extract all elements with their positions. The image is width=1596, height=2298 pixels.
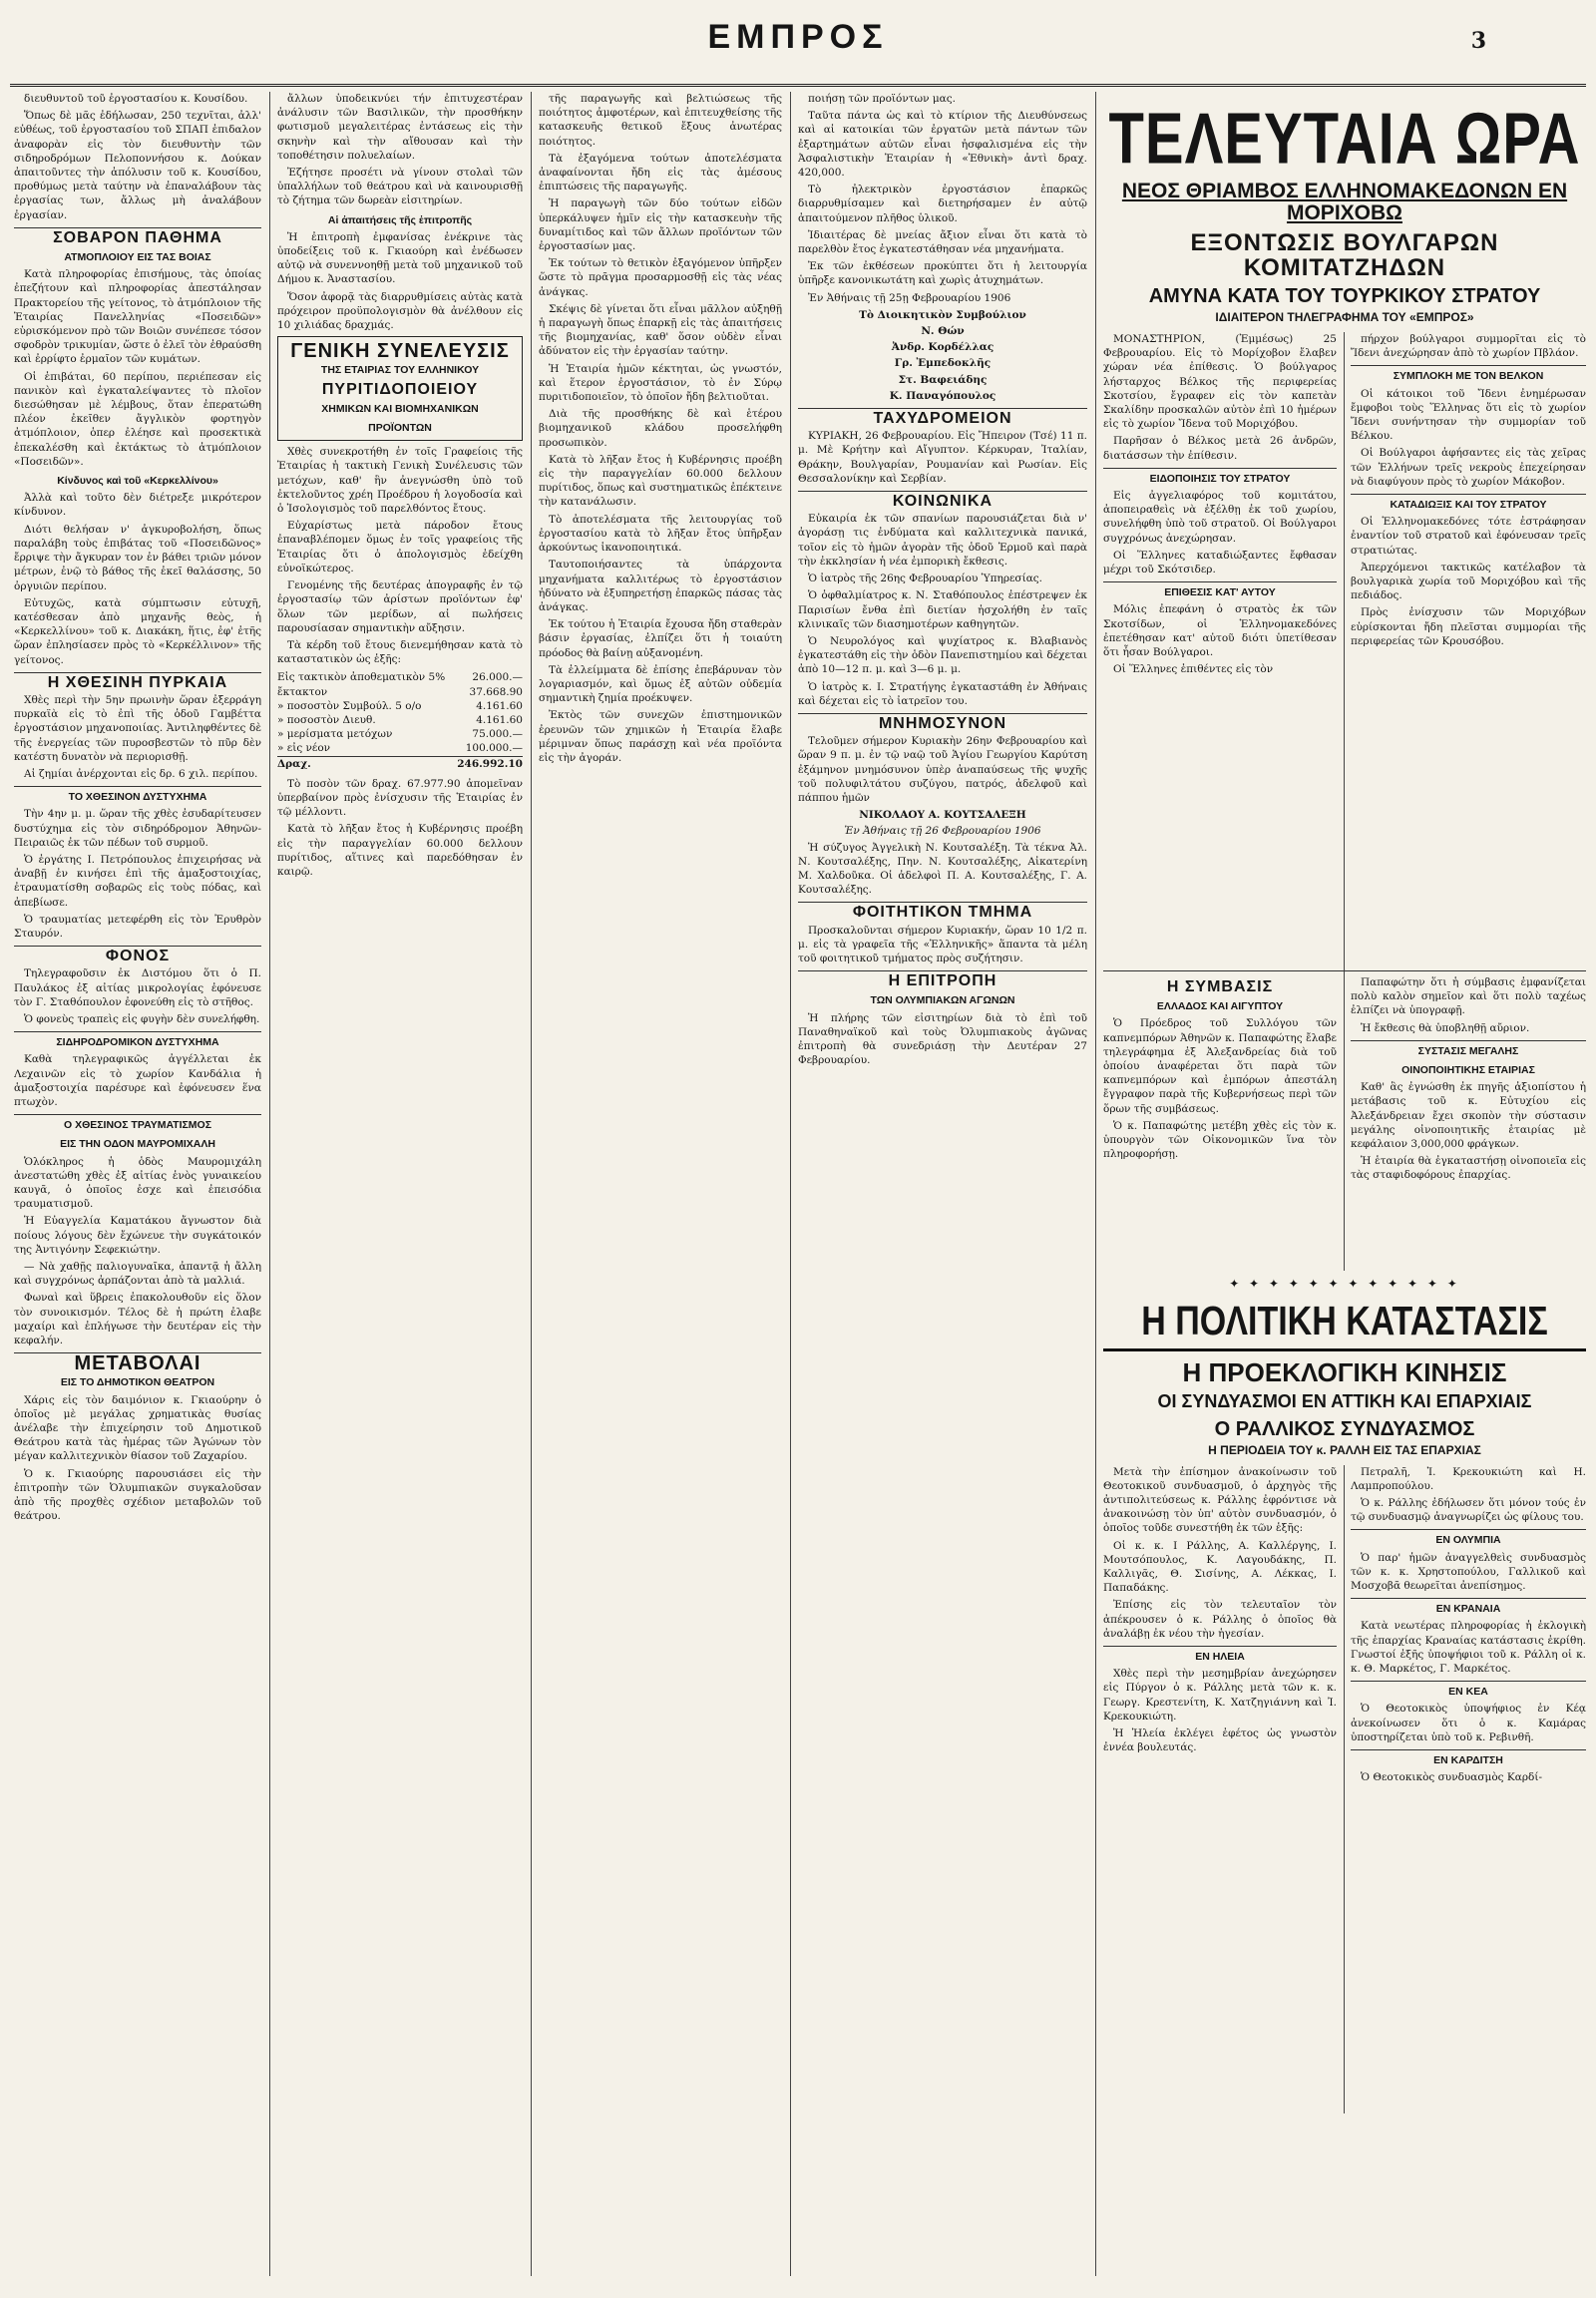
ledger-amount: 100.000.— bbox=[465, 742, 523, 755]
paragraph: Φωναὶ καὶ ὕβρεις ἐπακολουθοῦν εἰς ὅλον τὸν συνοικισμόν. Τέλος δὲ ἡ πρώτη ἐλαβε μαχαίρι καὶ ἐπλήγωσε τὴν δευτέραν εἰς τὴν κεφαλήν. bbox=[14, 1292, 261, 1347]
paragraph: Ἰδιαιτέρας δὲ μνείας ἄξιον εἶναι ὅτι κατὰ τὸ παρελθὸν ἔτος ἐγκατεστάθησαν νέα μηχανήματα. bbox=[798, 228, 1087, 256]
subheadline: ΧΗΜΙΚΩΝ ΚΑΙ ΒΙΟΜΗΧΑΝΙΚΩΝ bbox=[321, 402, 479, 415]
ledger-label: Δραχ. bbox=[277, 757, 311, 770]
paragraph: Ἐν Ἀθήναις τῇ 25ῃ Φεβρουαρίου 1906 bbox=[808, 291, 1011, 304]
paragraph: Ἡ ἑταιρία θὰ ἐγκαταστήσῃ οἰνοποιεῖα εἰς τὰς σταφιδοφόρους ἐπαρχίας. bbox=[1351, 1155, 1586, 1182]
headline: Ο ΡΑΛΛΙΚΟΣ ΣΥΝΔΥΑΣΜΟΣ bbox=[1214, 1418, 1475, 1441]
paragraph: Ὁ ἰατρὸς κ. Ι. Στρατήγης ἐγκαταστάθη ἐν Ἀθήναις καὶ δέχεται εἰς τὸ ἰατρεῖον του. bbox=[798, 680, 1087, 707]
paragraph: Οἱ Ἕλληνες καταδιώξαντες ἔφθασαν μέχρι τοῦ Σκότσιδερ. bbox=[1103, 549, 1337, 575]
ledger-label: » ποσοστὸν Διευθ. bbox=[277, 713, 376, 726]
paragraph: Οἱ κάτοικοι τοῦ Ἴδενι ἐνημέρωσαν ἔμφοβοι τοὺς Ἕλληνας ὅτι εἰς τὸ χωρίον Ἴδενι συνήντησαν τὴν συμμορίαν τοῦ Βέλκου. bbox=[1351, 387, 1586, 443]
ledger-amount: 37.668.90 bbox=[469, 685, 523, 698]
paragraph: Ταυτοποιήσαντες τὰ ὑπάρχοντα μηχανήματα καλλιτέρως τὸ ἐργοστάσιον ἠδύνατο νὰ ἐξυπηρετήσῃ ἐπαρκῶς πάσας τὰς ἀνάγκας. bbox=[539, 559, 782, 613]
paragraph: Ἡ σύζυγος Ἀγγελικὴ Ν. Κουτσαλέξη. Τὰ τέκνα Ἀλ. Ν. Κουτσαλέξης, Πην. Ν. Κουτσαλέξης, Αἰκατερίνη Μ. Χαλδοῦκα. Οἱ ἀδελφοὶ Π. Α. Κουτσαλέξης, Γ. Α. Κουτσαλέξης. bbox=[798, 841, 1087, 897]
headline: ΕΞΟΝΤΩΣΙΣ ΒΟΥΛΓΑΡΩΝ ΚΟΜΙΤΑΤΖΗΔΩΝ bbox=[1190, 228, 1499, 282]
column-3 bbox=[539, 92, 782, 2276]
subheadline: ΕΝ ΚΑΡΔΙΤΣΗ bbox=[1351, 1749, 1586, 1767]
subheadline: Κίνδυνος καὶ τοῦ «Κερκελλίνου» bbox=[57, 475, 218, 488]
subheadline: ΕΠΙΘΕΣΙΣ ΚΑΤ' ΑΥΤΟΥ bbox=[1103, 581, 1337, 599]
subheadline: ΕΝ ΚΕΑ bbox=[1351, 1681, 1586, 1699]
paragraph: Ἐκ τούτων τὸ θετικὸν ἐξαγόμενον ὑπῆρξεν ὥστε τὸ πρᾶγμα προσαρμοσθῇ εἰς τὰς νέας ἀνάγκας. bbox=[539, 257, 782, 298]
subheadline: ΕΙΣ ΤΟ ΔΗΜΟΤΙΚΟΝ ΘΕΑΤΡΟΝ bbox=[60, 1376, 215, 1389]
column-rule bbox=[1095, 92, 1096, 2276]
ledger-row bbox=[277, 685, 523, 699]
ledger-row bbox=[277, 727, 523, 741]
headline: Η ΧΘΕΣΙΝΗ ΠΥΡΚΑΙΑ bbox=[14, 672, 261, 690]
subheadline: Η ΠΕΡΙΟΔΕΙΑ ΤΟΥ κ. ΡΑΛΛΗ ΕΙΣ ΤΑΣ ΕΠΑΡΧΙΑΣ bbox=[1208, 1443, 1481, 1458]
paragraph: Πρὸς ἐνίσχυσιν τῶν Μοριχόβων εὑρίσκονται ἤδη πλεῖσται συμμορίαι τῆς περιφερείας τῶν Κρουσόβου. bbox=[1351, 606, 1586, 647]
subheadline: ΠΡΟΪΟΝΤΩΝ bbox=[368, 422, 432, 435]
paragraph: — Νὰ χαθῇς παλιογυναῖκα, ἀπαντᾷ ἡ ἄλλη καὶ συγχρόνως ἀρπάζονται ἀπὸ τὰ μαλλιά. bbox=[14, 1261, 261, 1288]
paragraph: Εὐκαιρία ἐκ τῶν σπανίων παρουσιάζεται διὰ ν' ἀγοράσῃ τις ἐνδύματα καὶ καλλιτεχνικὰ πανικά, τοῖον εἰς τὸ ἡμῶν ἀγορὰν τῆς ὁδοῦ Ἑρμοῦ καὶ παρὰ τὴν ἐκκλησίαν ἡ νέα ἐμπορικὴ ἔκθεσις. bbox=[798, 513, 1087, 568]
paragraph: Παρῆσαν ὁ Βέλκος μετὰ 26 ἀνδρῶν, διατάσσων τὴν ἐπίθεσιν. bbox=[1103, 435, 1337, 462]
paragraph: Τελοῦμεν σήμερον Κυριακὴν 26ην Φεβρουαρίου καὶ ὥραν 9 π. μ. ἐν τῷ ναῷ τοῦ Ἁγίου Γεωργίου Καρύτση ἐξάμηνον μνημόσυνον ὑπὲρ ἀναπαύσεως τῆς ψυχῆς τοῦ πολυφιλτάτου συζύγου, πατρός, ἀδελφοῦ καὶ πάππου ἡμῶν bbox=[798, 735, 1087, 804]
paragraph: Ὁλόκληρος ἡ ὁδὸς Μαυρομιχάλη ἀνεστατώθη χθὲς ἐξ αἰτίας ἑνὸς γυναικείου καυγᾶ, ὁ ὁποῖος ἐσχε καὶ ἐπεισόδια τραυματισμοῦ. bbox=[14, 1155, 261, 1211]
column-5 bbox=[1103, 92, 1586, 2276]
divider bbox=[1103, 1348, 1586, 1351]
column-rule bbox=[531, 92, 532, 2276]
ledger-label: » ποσοστὸν Συμβούλ. 5 ο/ο bbox=[277, 699, 422, 712]
headline: ΓΕΝΙΚΗ ΣΥΝΕΛΕΥΣΙΣ bbox=[290, 340, 510, 363]
paragraph: Ἀλλὰ καὶ τοῦτο δὲν διέτρεξε μικρότερον κίνδυνον. bbox=[14, 492, 261, 519]
paragraph: ΜΟΝΑΣΤΗΡΙΟΝ, (Ἐμμέσως) 25 Φεβρουαρίου. Εἰς τὸ Μορίχοβον ἔλαβεν χώραν νέα ἐπίθεσις. Ὁ βούλγαρος λήσταρχος Βέλκος τῆς περιφερείας Σκοτσίου, ἔγραφεν εἰς τὸν καπετὰν Σκαλίδην προσκαλῶν αὐτὸν ἐπὶ 10 ἡμέρων εἰς τὸ χωρίον Ἴδενα τοῦ Μοριχόβου. bbox=[1103, 332, 1337, 431]
paragraph: Ὁ ἰατρὸς τῆς 26ης Φεβρουαρίου Ὑπηρεσίας. bbox=[808, 573, 1043, 585]
paragraph: Εὐχαρίστως μετὰ πάροδον ἔτους ἐπαναβλέπομεν ὅμως ἐν τοῖς γραφείοις τῆς Ἑταιρίας ὅτι ὁ ἀπολογισμὸς ἐδείχθη εὐνοϊκώτερος. bbox=[277, 520, 523, 574]
paragraph: Ἐζήτησε προσέτι νὰ γίνουν στολαὶ τῶν ὑπαλλήλων τοῦ θεάτρου καὶ νὰ καινουρισθῇ τὸ ζήτημα τῶν δωρεὰν εἰσιτηρίων. bbox=[277, 167, 523, 207]
paragraph: Κατὰ νεωτέρας πληροφορίας ἡ ἐκλογικὴ τῆς ἐπαρχίας Κραναίας κατάστασις ἐκρίθη. Γνωστοί ἐξῆς ὑποψήφιοι τοῦ κ. Ράλλη οἱ κ. κ. Θ. Μαρκέτος, Γ. Μαρκέτος. bbox=[1351, 1620, 1586, 1676]
paragraph: Σκέψις δὲ γίνεται ὅτι εἶναι μᾶλλον αὐξηθῇ ἡ παραγωγὴ ὅπως ἐπαρκῇ εἰς τὰς ἀπαιτήσεις τῆς βιομηχανίας, καθ' ὅσον οὐδὲν εἶναι ἀδύνατον εἰς τὴν ἐργασίαν ταύτην. bbox=[539, 302, 782, 358]
paragraph: Αἱ ζημίαι ἀνέρχονται εἰς δρ. 6 χιλ. περίπου. bbox=[24, 767, 258, 780]
subheadline: ΕΝ ΗΛΕΙΑ bbox=[1103, 1646, 1337, 1664]
headline: ΝΕΟΣ ΘΡΙΑΜΒΟΣ ΕΛΛΗΝΟΜΑΚΕΔΟΝΩΝ ΕΝ ΜΟΡΙΧΟΒΩ bbox=[1121, 179, 1568, 224]
subheadline: ΕΝ ΟΛΥΜΠΙΑ bbox=[1351, 1529, 1586, 1547]
memorial-date: Ἐν Ἀθήναις τῇ 26 Φεβρουαρίου 1906 bbox=[844, 825, 1041, 838]
politics-block bbox=[1103, 1465, 1586, 2113]
paragraph: διευθυντοῦ τοῦ ἐργοστασίου κ. Κουσίδου. bbox=[24, 93, 248, 105]
politics-right bbox=[1351, 1465, 1586, 2113]
paragraph: Ἡ ἔκθεσις θὰ ὑποβληθῇ αὔριον. bbox=[1361, 1021, 1530, 1034]
masthead bbox=[0, 0, 1596, 90]
headline: Η ΣΥΜΒΑΣΙΣ bbox=[1166, 977, 1274, 995]
page-number: 3 bbox=[1470, 28, 1486, 54]
subheadline: ΕΙΔΟΠΟΙΗΣΙΣ ΤΟΥ ΣΤΡΑΤΟΥ bbox=[1103, 468, 1337, 486]
war-news-block bbox=[1103, 332, 1586, 970]
ledger-amount: 4.161.60 bbox=[476, 713, 523, 726]
column-1 bbox=[14, 92, 261, 2276]
paragraph: Ταῦτα πάντα ὡς καὶ τὸ κτίριον τῆς Διευθύνσεως καὶ αἱ κατοικίαι τῶν ἐργατῶν μετὰ πάντων τῶν ἐξαρτημάτων αὐτῶν εἶναι ἠσφαλισμένα εἰς τὴν Ἀσφαλιστικὴν Ἑταιρίαν ἡ «Ἐθνικὴ» ἀντὶ δραχ. 420,000. bbox=[798, 110, 1087, 180]
paragraph: Ὁ φονεὺς τραπεὶς εἰς φυγὴν δὲν συνελήφθη. bbox=[24, 1012, 260, 1025]
paragraph: Τὰ ἐξαγόμενα τούτων ἀποτελέσματα ἀναφαίνονται ἤδη εἰς τὰς ἀμέσους ἐπιπτώσεις τῆς παραγωγῆς. bbox=[539, 152, 782, 193]
signer: Κ. Παναγόπουλος bbox=[889, 389, 997, 402]
paragraph: Τὸ ἀποτελέσματα τῆς λειτουργίας τοῦ ἐργοστασίου κατὰ τὸ λῆξαν ἔτος ὑπῆρξαν ἀρκούντως ἱκανοποιητικά. bbox=[539, 513, 782, 555]
paragraph: Καθ' ἃς ἐγνώσθη ἐκ πηγῆς ἀξιοπίστου ἡ μετάβασις τοῦ κ. Εὐτυχίου εἰς Ἀλεξάνδρειαν ἔχει σκοπὸν τὴν σύστασιν μεγάλης οἰνοποιητικῆς ἑταιρίας μὲ κεφάλαιον 3,000,000 φράγκων. bbox=[1351, 1081, 1586, 1150]
ornament-rule: ✦ ✦ ✦ ✦ ✦ ✦ ✦ ✦ ✦ ✦ ✦ ✦ bbox=[1229, 1276, 1460, 1291]
paragraph: Ὁ ὀφθαλμίατρος κ. Ν. Σταθόπουλος ἐπέστρεψεν ἐκ Παρισίων ἔνθα ἐπὶ διετίαν ἠσχολήθη ἐν ταῖς κλινικαῖς τῶν διασημοτέρων καθηγητῶν. bbox=[798, 589, 1087, 630]
ledger-amount: 26.000.— bbox=[472, 671, 523, 684]
ledger-amount: 4.161.60 bbox=[476, 699, 523, 712]
main-headline: ΤΕΛΕΥΤΑΙΑ ΩΡΑ bbox=[1108, 98, 1581, 180]
paragraph: Ἡ Εὐαγγελία Καματάκου ἄγνωστον διὰ ποίους λόγους δὲν ἔχώνευε τὴν συγκάτοικόν της Ἀντιγόνην Σεφεκιώτην. bbox=[14, 1215, 261, 1256]
paragraph: Μόλις ἐπεφάνη ὁ στρατὸς ἐκ τῶν Σκοτσίδων, οἱ Ἑλληνομακεδόνες ἐπετέθησαν κατ' αὐτοῦ διότι ὑπετίθεσαν ὅτι ἦσαν Βούλγαροι. bbox=[1103, 603, 1337, 659]
paragraph: Πετραλῆ, Ἰ. Κρεκουκιώτη καὶ Η. Λαμπροπούλου. bbox=[1351, 1465, 1586, 1492]
paragraph: Καθὰ τηλεγραφικῶς ἀγγέλλεται ἐκ Λεχαινῶν εἰς τὸ χωρίον Κανδάλια ἡ ἁμαξοστοιχία παρέσυρε καὶ ἐφόνευσεν ἕνα πτωχὸν. bbox=[14, 1053, 261, 1108]
column-4 bbox=[798, 92, 1087, 2276]
paragraph: Τὰ ἐλλείμματα δὲ ἐπίσης ἐπεβάρυναν τὸν λογαριασμόν, καὶ ὅμως ἐξ αὐτῶν οὐδεμία σημαντικὴ ζημία προέκυψεν. bbox=[539, 663, 782, 705]
signer: Γρ. Ἐμπεδοκλῆς bbox=[894, 357, 992, 370]
ledger-label: » μερίσματα μετόχων bbox=[277, 728, 393, 741]
paragraph: Ὁ ἐργάτης Ι. Πετρόπουλος ἐπιχειρήσας νὰ ἀναβῇ ἐν κινήσει ἐπὶ τῆς ἁμαξοστοιχίας, ἐτραυματίσθη σοβαρῶς εἰς τοὺς πόδας, καὶ ἀπεβίωσε. bbox=[14, 853, 261, 909]
paragraph: Ἐκ τούτου ἡ Ἑταιρία ἔχουσα ἤδη σταθερὰν βάσιν ἐργασίας, ἐλπίζει ὅτι ἡ τοιαύτη πρόοδος θὰ βαίνῃ αὐξανομένη. bbox=[539, 618, 782, 659]
signer: Ἀνδρ. Κορδέλλας bbox=[891, 341, 995, 354]
paragraph: Ὁ Πρόεδρος τοῦ Συλλόγου τῶν καπνεμπόρων Ἀθηνῶν κ. Παπαφώτης ἔλαβε τηλεγράφημα ἐξ Ἀλεξανδρείας διὰ τοῦ ὁποίου ἀναφέρεται ὅτι παρὰ τῶν καπνεμπόρων καὶ ἐμπόρων ἀπεστάλη ἔγγραφον παρὰ τῆς Κυβερνήσεως περὶ τῶν ὅρων τῆς συμβάσεως. bbox=[1103, 1017, 1337, 1115]
subheadline: ΠΥΡΙΤΙΔΟΠΟΙΕΙΟΥ bbox=[321, 380, 479, 398]
subheadline: Αἱ ἀπαιτήσεις τῆς ἐπιτροπῆς bbox=[327, 213, 473, 226]
paragraph: Χάρις εἰς τὸν δαιμόνιον κ. Γκιαούρην ὁ ὁποῖος μὲ μεγάλας χρηματικὰς θυσίας ἀνέλαβε τὴν ἐπιχείρησιν τοῦ Δημοτικοῦ Θεάτρου κατὰ τὰς ἡμέρας τῶν Ἀγώνων τὸν μέγαν καλλιτεχνικὸν θίασον τοῦ Ζαχαρίου. bbox=[14, 1393, 261, 1463]
column-rule bbox=[1344, 332, 1345, 970]
paragraph: Ἡ Ἑταιρία ἡμῶν κέκτηται, ὡς γνωστόν, καὶ ἕτερον ἐργοστάσιον, τὸ ἐν Σύρῳ πυριτιδοποιεῖον, τὸ ὁποῖον ἤδη βελτιοῦται. bbox=[539, 362, 782, 404]
boxed-headline bbox=[277, 336, 523, 441]
ledger-row bbox=[277, 713, 523, 727]
paragraph: Οἱ κ. κ. Ι Ράλλης, Α. Καλλέργης, Ι. Μουτσόπουλος, Κ. Λαγουδάκης, Π. Καλλιγᾶς, Θ. Σισίνης, Α. Λέκκας, Ι. Παπαδάκης. bbox=[1103, 1539, 1337, 1595]
signer: Στ. Βαφειάδης bbox=[898, 373, 988, 386]
headline: ΣΙΔΗΡΟΔΡΟΜΙΚΟΝ ΔΥΣΤΥΧΗΜΑ bbox=[14, 1031, 261, 1049]
paragraph: Παπαφώτην ὅτι ἡ σύμβασις ἐμφανίζεται πολὺ καλὸν σημεῖον καὶ ὅτι πολὺ ταχέως ἐλπίζει νὰ ὑπογραφῇ. bbox=[1351, 975, 1586, 1017]
paragraph: Τὸ ἠλεκτρικὸν ἐργοστάσιον ἐπαρκῶς διαρρυθμίσαμεν καὶ διετηρήσαμεν ἐν αὐτῷ ἀπαιτούμενον πλῆθος ὑλικοῦ. bbox=[798, 184, 1087, 224]
paragraph: Διότι θελήσαν ν' ἀγκυροβολήση, ὅπως παραλάβη τοὺς ἐπιβάτας τοῦ «Ποσειδῶνος» ἔρριψε τὴν ἄγκυραν τον ἐν βάθει τριῶν μόνον μέτρων, ἐνῷ τὸ βάθος τῆς ἐκεῖ θαλάσσης, 50 ὀργυιῶν περίπου. bbox=[14, 523, 261, 592]
subheadline: ΕΛΛΑΔΟΣ ΚΑΙ ΑΙΓΥΠΤΟΥ bbox=[1156, 1000, 1284, 1013]
paragraph: Ὅσον ἀφορᾷ τὰς διαρρυθμίσεις αὐτὰς κατὰ πρόχειρον προϋπολογισμὸν θὰ ἀνέλθουν εἰς 10 χιλιάδας δραχμάς. bbox=[277, 290, 523, 332]
subheadline: ΤΗΣ ΕΤΑΙΡΙΑΣ ΤΟΥ ΕΛΛΗΝΙΚΟΥ bbox=[320, 364, 480, 377]
paragraph: Ὁ Θεοτοκικὸς συνδυασμὸς Καρδί- bbox=[1361, 1771, 1542, 1784]
headline: ΣΟΒΑΡΟΝ ΠΑΘΗΜΑ bbox=[14, 227, 261, 245]
paragraph: Ἀπερχόμενοι τακτικῶς κατέλαβον τὰ βουλγαρικὰ χωρία τοῦ Μοριχόβου καὶ τῆς πεδιάδος. bbox=[1351, 561, 1586, 602]
paragraph: τῆς παραγωγῆς καὶ βελτιώσεως τῆς ποιότητος ἀμφοτέρων, καὶ ἐπιτευχθείσης τῆς κατασκευῆς θετικοῦ ἔξους ἀνωτέρας ποιότητος. bbox=[539, 93, 782, 148]
ledger-row bbox=[277, 670, 523, 684]
subheadline: ΑΤΜΟΠΛΟΙΟΥ ΕΙΣ ΤΑΣ ΒΟΙΑΣ bbox=[64, 251, 211, 264]
paragraph: Ἡ πλήρης τῶν εἰσιτηρίων διὰ τὸ ἐπὶ τοῦ Παναθηναϊκοῦ καὶ τοὺς Ὀλυμπιακοὺς ἀγῶνας ἐπιτροπὴ θὰ συνεδριάσῃ τὴν Δευτέραν 27 Φεβρουαρίου. bbox=[798, 1011, 1087, 1067]
headline: ΚΟΙΝΩΝΙΚΑ bbox=[798, 491, 1087, 509]
war-news-right bbox=[1351, 332, 1586, 970]
convention-right bbox=[1351, 975, 1586, 1271]
subheadline: ΚΑΤΑΔΙΩΞΙΣ ΚΑΙ ΤΟΥ ΣΤΡΑΤΟΥ bbox=[1351, 494, 1586, 512]
paragraph: Χθὲς περὶ τὴν μεσημβρίαν ἀνεχώρησεν εἰς Πύργον ὁ κ. Ράλλης μετὰ τῶν κ. κ. Γεωργ. Κρεστενίτη, Κ. Χατζηγιάννη καὶ Ἰ. Κρεκουκιώτη. bbox=[1103, 1668, 1337, 1723]
paragraph: ἄλλων ὑποδεικνύει τήν ἐπιτυχεστέραν ἀνάλυσιν τῶν Βασιλικῶν, τὴν προσθήκην φωτισμοῦ μεγαλειτέρας ἐντάσεως εἰς τὴν σκηνὴν καὶ τὴν αἴθουσαν καὶ τὴν τοποθέτησιν πολυελαίων. bbox=[277, 93, 523, 162]
paragraph: Ἡ Ἠλεία ἐκλέγει ἐφέτος ὡς γνωστὸν ἐννέα βουλευτάς. bbox=[1103, 1727, 1337, 1754]
ledger-label: Εἰς τακτικὸν ἀποθεματικὸν 5% bbox=[277, 671, 446, 684]
paragraph: Διὰ τῆς προσθήκης δὲ καὶ ἑτέρου βιομηχανικοῦ κλάδου προσελήφθη προσωπικὸν. bbox=[539, 408, 782, 449]
headline: ΜΝΗΜΟΣΥΝΟΝ bbox=[798, 713, 1087, 731]
paragraph: Ὁ κ. Παπαφώτης μετέβη χθὲς εἰς τὸν κ. ὑπουργὸν τῶν Οἰκονομικῶν ἵνα τὸν πληροφορήσῃ. bbox=[1103, 1119, 1337, 1161]
column-rule bbox=[269, 92, 270, 2276]
headline: ΙΔΙΑΙΤΕΡΟΝ ΤΗΛΕΓΡΑΦΗΜΑ ΤΟΥ «ΕΜΠΡΟΣ» bbox=[1215, 310, 1474, 325]
paragraph: Εὐτυχῶς, κατὰ σύμπτωσιν εὐτυχῆ, κατέσθεσαν ἀπὸ μηχανῆς θεὸς, ἡ «Κερκελλίνου» τοῦ κ. Διακάκη, ἥτις, ἐφ' ἐτῆς ὥραν ἐπλησίασεν πρὸς τὸ «Κερκέλλινον» τῆς γείτονος. bbox=[14, 596, 261, 666]
paragraph: Τὴν 4ην μ. μ. ὥραν τῆς χθὲς ἐσυδαρίτευσεν δυστύχημα εἰς τὸν σιδηρόδρομον Ἀθηνῶν-Πειραιῶς ἐκ τῶν πέδων τοῦ συρμοῦ. bbox=[14, 808, 261, 849]
paragraph: Ὁ τραυματίας μετεφέρθη εἰς τὸν Ἐρυθρὸν Σταυρόν. bbox=[14, 913, 261, 940]
ledger-row bbox=[277, 756, 523, 771]
paragraph: Ἐκτὸς τῶν συνεχῶν ἐπιστημονικῶν ἐρευνῶν τῶν χημικῶν ἡ Ἑταιρία ἔλαβε μέριμναν ὅπως παράσχῃ καὶ νέα προϊόντα εἰς τὴν ἀγοράν. bbox=[539, 709, 782, 764]
ledger-row bbox=[277, 741, 523, 755]
headline: Η ΠΡΟΕΚΛΟΓΙΚΗ ΚΙΝΗΣΙΣ bbox=[1182, 1356, 1507, 1387]
headline: ΜΕΤΑΒΟΛΑΙ bbox=[14, 1352, 261, 1370]
headline: ΤΟ ΧΘΕΣΙΝΟΝ ΔΥΣΤΥΧΗΜΑ bbox=[14, 786, 261, 804]
headline: ΦΟΝΟΣ bbox=[14, 946, 261, 963]
paragraph: Ἡ ἐπιτροπὴ ἐμφανίσας ἐνέκρινε τὰς ὑποδείξεις τοῦ κ. Γκιαούρη καὶ ἐνέδωσεν αὐτῷ νὰ συνεννοηθῇ μετὰ τοῦ μηχανικοῦ τοῦ Δήμου κ. Ἀναστασίου. bbox=[277, 230, 523, 286]
column-rule bbox=[1344, 1465, 1345, 2113]
paragraph: Κατὰ πληροφορίας ἐπισήμους, τὰς ὁποίας ἐπεζήτουν καὶ πληροφορίας ἀπεστάλησαν Πρακτορείου τῆς γείτονος, τὸ ἀτμόπλοιον τῆς Ἑταιρίας Πανελληνίας «Ποσειδῶν» εὑρισκόμενον πρὸ τῶν Βοιῶν συνέπεσε τόσον σφοδρὸν τρικυμίαν, ὥστε ὁ ἐλεῖ τὸν ἐθραύσθη καὶ ἐρρίφτο ἐρμαῖον τῶν κυμάτων. bbox=[14, 268, 261, 366]
newspaper-title: ΕΜΠΡΟΣ bbox=[707, 18, 889, 56]
masthead-rule bbox=[10, 84, 1586, 87]
ledger-label: » εἰς νέον bbox=[277, 742, 331, 755]
war-news-left bbox=[1103, 332, 1337, 970]
paragraph: Γενομένης τῆς δευτέρας ἀπογραφῆς ἐν τῷ ἐργοστασίῳ τῶν ἀρίστων προϊόντων ἐφ' ὅλων τῶν μερίδων, αἱ πωλήσεις παρουσίασαν σημαντικὴν αὔξησιν. bbox=[277, 579, 523, 634]
ledger-amount: 246.992.10 bbox=[457, 757, 523, 770]
ledger-row bbox=[277, 699, 523, 713]
paragraph: ΚΥΡΙΑΚΗ, 26 Φεβρουαρίου. Εἰς Ἤπειρον (Τσέ) 11 π. μ. Μὲ Κρήτην καὶ Αἴγυπτον. Κέρκυραν, Ἰταλίαν, Θράκην, Βουλγαρίαν, Ρουμανίαν καὶ Ρωσίαν. Εἰς Θεσσαλονίκην καὶ Σερβίαν. bbox=[798, 430, 1087, 485]
paragraph: ποιήσῃ τῶν προϊόντων μας. bbox=[808, 93, 956, 105]
headline: Ο ΧΘΕΣΙΝΟΣ ΤΡΑΥΜΑΤΙΣΜΟΣ bbox=[14, 1114, 261, 1132]
paragraph: Προσκαλοῦνται σήμερον Κυριακήν, ὥραν 10 1/2 π. μ. εἰς τὰ γραφεῖα τῆς «Ἑλληνικῆς» ἅπαντα τὰ μέλη τοῦ φοιτητικοῦ τμήματος πρὸς συζήτησιν. bbox=[798, 924, 1087, 964]
paragraph: Ἡ παραγωγὴ τῶν δύο τούτων εἰδῶν ὑπερκάλυψεν ἡμῖν εἰς τὴν κατασκευὴν τῆς δυναμίτιδος καὶ τῶν ἄλλων προϊόντων τῶν ἐργοστασίων μας. bbox=[539, 197, 782, 253]
subheadline: ΕΙΣ ΤΗΝ ΟΔΟΝ ΜΑΥΡΟΜΙΧΑΛΗ bbox=[60, 1138, 215, 1151]
signers-title: Τὸ Διοικητικὸν Συμβούλιον bbox=[859, 308, 1026, 321]
memorial-name: ΝΙΚΟΛΑΟΥ Α. ΚΟΥΤΣΑΛΕΞΗ bbox=[859, 809, 1026, 822]
paragraph: Οἱ Βούλγαροι ἀφήσαντες εἰς τὰς χεῖρας τῶν Ἑλλήνων τρεῖς νεκροὺς ἐπεχείρησαν νὰ διαφύγουν πρὸς τὸ χωρίον Μάκοβον. bbox=[1351, 447, 1586, 488]
paragraph: Ὁ Νευρολόγος καὶ ψυχίατρος κ. Βλαβιανὸς ἐγκατεστάθη εἰς τὴν ὁδὸν Πανεπιστημίου καὶ δέχεται ἀπὸ 10—12 π. μ. καὶ 3—6 μ. μ. bbox=[798, 634, 1087, 676]
subheadline: ΕΝ ΚΡΑΝΑΙΑ bbox=[1351, 1598, 1586, 1616]
paragraph: Τηλεγραφοῦσιν ἐκ Διστόμου ὅτι ὁ Π. Παυλάκος ἐξ αἰτίας μικρολογίας ἐφόνευσε τὸν Γ. Σταθόπουλον ἐφονεύθη εἰς τὸ στῆθος. bbox=[14, 967, 261, 1008]
column-rule bbox=[1344, 971, 1345, 1271]
paragraph: Οἱ Ἕλληνες ἐπιθέντες εἰς τὸν bbox=[1113, 663, 1274, 676]
column-rule bbox=[790, 92, 791, 2276]
paragraph: Εἰς ἀγγελιαφόρος τοῦ κομιτάτου, ἀποπειραθεὶς νὰ ἐξέλθῃ ἐκ τοῦ χωρίου, συνελήφθη ὑπὸ τοῦ στρατοῦ. Οἱ Βούλγαροι συγχρόνως ἀνεχώρησαν. bbox=[1103, 489, 1337, 545]
paragraph: Ὁ παρ' ἡμῶν ἀναγγελθεὶς συνδυασμὸς τῶν κ. κ. Χρηστοπούλου, Γαλλικοῦ καὶ Μοσχοβᾶ θεωρεῖται ἀνεπίσημος. bbox=[1351, 1551, 1586, 1593]
paragraph: Ὅπως δὲ μᾶς ἐδήλωσαν, 250 τεχνῖται, ἀλλ' εὐθέως, τοῦ ἐργοστασίου τοῦ ΣΠΑΠ ἐπιδαλον ἀναφορὰν εἰς τὸν διευθυντὴν τῶν σιδηροδρόμων Πελοποννήσου κ. Δούκαν ἀπαιτοῦντες τὴν ἀπόλυσιν τοῦ κ. Κουσίδου, προθύμως μετὰ ταύτην νὰ ἐπαναλάβουν τὰς ἐργασίας των, ἄλλως μὴ ἀναλάβουν ἐργασίαν. bbox=[14, 110, 261, 221]
paragraph: Χθὲς συνεκροτήθη ἐν τοῖς Γραφείοις τῆς Ἑταιρίας ἡ τακτικὴ Γενικὴ Συνέλευσις τῶν μετόχων, καθ' ἣν ἀνεγνώσθη ὑπὸ τοῦ ἐκτελοῦντος χρέη Προέδρου ἡ λογοδοσία καὶ ὁ Ἰσολογισμὸς τοῦ παρελθόντος ἔτους. bbox=[277, 446, 523, 516]
paragraph: Ὁ Θεοτοκικὸς ὑποψήφιος ἐν Κέᾳ ἀνεκοίνωσεν ὅτι ὁ κ. Καμάρας ὑποστηρίζεται ὑπὸ τοῦ κ. Ρεβινθῆ. bbox=[1351, 1703, 1586, 1743]
paragraph: Κατὰ τὸ λῆξαν ἔτος ἡ Κυβέρνησις προέβη εἰς τὴν παραγγελίαν 60.000 δελλουν πυρίτιδος, ὅπως καὶ συστηματικῶς ἐπέκτεινε τὴν κατανάλωσιν. bbox=[539, 453, 782, 509]
headline: ΦΟΙΤΗΤΙΚΟΝ ΤΜΗΜΑ bbox=[798, 902, 1087, 920]
subheadline: ΤΩΝ ΟΛΥΜΠΙΑΚΩΝ ΑΓΩΝΩΝ bbox=[870, 994, 1015, 1007]
section-headline: Η ΠΟΛΙΤΙΚΗ ΚΑΤΑΣΤΑΣΙΣ bbox=[1141, 1299, 1548, 1344]
politics-left bbox=[1103, 1465, 1337, 2113]
headline: ΑΜΥΝΑ ΚΑΤΑ ΤΟΥ ΤΟΥΡΚΙΚΟΥ ΣΤΡΑΤΟΥ bbox=[1148, 285, 1541, 308]
paragraph: Οἱ Ἑλληνομακεδόνες τότε ἐστράφησαν ἐναντίον τοῦ στρατοῦ καὶ ἐφόνευσαν τρεῖς στρατιώτας. bbox=[1351, 516, 1586, 557]
convention-left bbox=[1103, 975, 1337, 1271]
paragraph: Ἐπίσης εἰς τὸν τελευταῖον τὸν ἀπέκρουσεν ὁ κ. Ράλλης ὁ ὁποῖος θὰ ἀναλάβῃ ἐκ νέου τὴν ἡγεσίαν. bbox=[1103, 1599, 1337, 1640]
paragraph: Ὁ κ. Γκιαούρης παρουσιάσει εἰς τὴν ἐπιτροπὴν τῶν Ὀλυμπιακῶν συγκαλοῦσαν ἀπὸ τῆς προχθὲς σχέδιον μεταβολῶν τοῦ θεάτρου. bbox=[14, 1467, 261, 1523]
headline: Η ΕΠΙΤΡΟΠΗ bbox=[798, 970, 1087, 988]
headline: ΣΥΣΤΑΣΙΣ ΜΕΓΑΛΗΣ bbox=[1351, 1040, 1586, 1058]
signer: Ν. Θών bbox=[921, 325, 965, 338]
column-2 bbox=[277, 92, 523, 2276]
paragraph: Ἐκ τῶν ἐκθέσεων προκύπτει ὅτι ἡ λειτουργία ὑπῆρξε κανονικωτάτη καὶ χωρὶς ἀτυχημάτων. bbox=[798, 260, 1087, 287]
ledger-amount: 75.000.— bbox=[472, 728, 523, 741]
ledger-table bbox=[277, 670, 523, 770]
paragraph: Χθὲς περὶ τὴν 5ην πρωινὴν ὥραν ἐξερράγη πυρκαϊὰ εἰς τὸ ἐπὶ τῆς ὁδοῦ Γαμβέττα ἐργοστάσιον μηχανοποιίας. Ἀντιληφθέντες δὲ τῆς ἐνεργείας τῶν πυροσβεστῶν τὸ πῦρ δὲν κατέστη δυνατὸν νὰ περιορισθῇ. bbox=[14, 693, 261, 763]
paragraph: Τὸ ποσὸν τῶν δραχ. 67.977.90 ἀπομεῖναν ὑπερβαίνον πρὸς ἐνίσχυσιν τῆς Ἑταιρίας ἐν τῷ μέλλοντι. bbox=[277, 777, 523, 819]
paragraph: Κατὰ τὸ λῆξαν ἔτος ἡ Κυβέρνησις προέβη εἰς τὴν παραγγελίαν 60.000 δελλουν πυρίτιδος, αἵτινες καὶ παρεδόθησαν ἐν καιρῷ. bbox=[277, 823, 523, 878]
subheadline: ΟΙΝΟΠΟΙΗΤΙΚΗΣ ΕΤΑΙΡΙΑΣ bbox=[1401, 1063, 1535, 1076]
subheadline: ΣΥΜΠΛΟΚΗ ΜΕ ΤΟΝ ΒΕΛΚΟΝ bbox=[1351, 365, 1586, 383]
paragraph: Ὁ κ. Ράλλης ἐδήλωσεν ὅτι μόνον τούς ἐν τῷ συνδυασμῷ ἀναγνωρίζει ὡς φίλους του. bbox=[1351, 1497, 1586, 1524]
paragraph: Μετὰ τὴν ἐπίσημον ἀνακοίνωσιν τοῦ Θεοτοκικοῦ συνδυασμοῦ, ὁ ἀρχηγὸς τῆς ἀντιπολιτεύσεως κ. Ράλλης ἐφρόντισε νὰ ἀνακοινώσῃ τὸν ὑπ' αὐτὸν συνδυασμόν, ὁ ὁποῖος τοῦδε συνεστήθη ἐκ τῶν ἑξῆς: bbox=[1103, 1465, 1337, 1535]
paragraph: Τὰ κέρδη τοῦ ἔτους διενεμήθησαν κατὰ τὸ καταστατικὸν ὡς ἑξῆς: bbox=[277, 638, 523, 666]
headline: ΟΙ ΣΥΝΔΥΑΣΜΟΙ ΕΝ ΑΤΤΙΚΗ ΚΑΙ ΕΠΑΡΧΙΑΙΣ bbox=[1157, 1391, 1532, 1412]
paragraph: Οἱ ἐπιβάται, 60 περίπου, περιέπεσαν εἰς πανικὸν καὶ ἐγκαταλείψαντες τὸ πλοῖον διεσώθησαν μὲ λέμβους, ὅταν ἐπερατώθη πλέον ἐκεῖθεν ἄγγλικὸν φορτηγὸν ἀτμόπλοιον, ὁπερ ἐλέησε καὶ προσεκτικὰ ἐπεκαλέσθη καὶ ἐκτάκτως τὸ ἀτμόπλοιον «Ποσειδῶν». bbox=[14, 370, 261, 468]
headline: ΤΑΧΥΔΡΟΜΕΙΟΝ bbox=[798, 408, 1087, 426]
paragraph: πήρχον βούλγαροι συμμορῖται εἰς τὸ Ἴδενι ἀνεχώρησαν ἀπὸ τὸ χωρίον Πβλάον. bbox=[1351, 332, 1586, 360]
convention-block bbox=[1103, 970, 1586, 1271]
ledger-label: ἔκτακτον bbox=[277, 685, 328, 698]
